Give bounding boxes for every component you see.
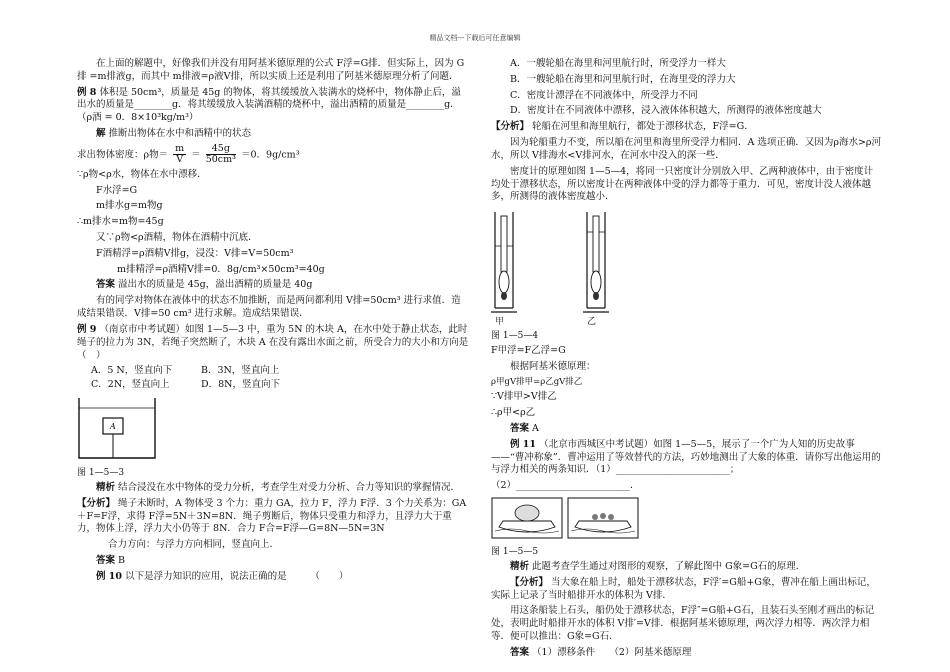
example-9 <box>77 324 469 362</box>
analysis-10-label: 【分析】 <box>491 121 530 133</box>
detail-analysis-9-text: 绳子未断时，A 物体受 3 个力：重力 GA，拉力 F，浮力 F浮．3 个力关系为：GA＋F=F浮，求得 F浮=5N＋3N=8N．绳子剪断后，物体只受重力和浮力，且浮力大于重力，物体上浮，浮力大小仍等于 8N．合力 F合=F浮—G=8N—5N=3N <box>77 497 467 535</box>
density-conclusion: ∴ρ甲<ρ乙 <box>491 407 536 419</box>
example-10 <box>77 571 469 584</box>
answer-10-label: 答案 <box>510 422 530 434</box>
detail-analysis-9 <box>77 498 469 536</box>
fraction-denominator-value: 50cm³ <box>205 154 236 166</box>
example-8-title: 例 8 <box>77 86 97 98</box>
figure-1-5-4-caption: 图 1—5—4 <box>491 331 539 342</box>
figure-label-yi: 乙 <box>587 317 597 328</box>
answer-11-label: 答案 <box>510 646 530 658</box>
analysis-9-label: 精析 <box>96 481 116 493</box>
figure-1-5-4 <box>491 208 881 328</box>
analysis-11-label: 精析 <box>510 561 530 572</box>
example-9-title: 例 9 <box>77 323 97 335</box>
solution-line <box>77 128 469 141</box>
option-d: D．8N，竖直向下 <box>201 379 280 391</box>
option-10-a: A．一艘轮船在海里和河里航行时，所受浮力一样大 <box>510 58 726 69</box>
detail-analysis-9-label: 【分析】 <box>77 497 116 509</box>
option-10-b: B．一艘轮船在海里和河里航行时，在海里受的浮力大 <box>510 73 736 85</box>
derivation-line-6: F酒精浮=ρ酒精V排g，浸没：V排=V=50cm³ <box>96 247 294 259</box>
analysis-9-text: 结合浸没在水中物体的受力分析，考查学生对受力分析、合力等知识的掌握情况． <box>118 481 461 493</box>
fraction-values <box>206 144 236 166</box>
options-9 <box>77 365 469 392</box>
detail-analysis-11 <box>491 577 881 603</box>
example-11 <box>491 439 881 477</box>
container-diagram <box>77 396 157 460</box>
option-b: B．3N，竖直向上 <box>201 365 280 377</box>
answer-8-text: 溢出水的质量是 45g，溢出酒精的质量是 40g <box>118 279 313 291</box>
derivation-line-1: ∵ρ物<ρ水，物体在水中漂移． <box>77 168 207 180</box>
weighing-elephant-illustration <box>491 497 641 539</box>
example-11-text: （北京市西城区中考试题）如图 1—5—5，展示了一个广为人知的历史故事——“曹冲称象”．曹冲运用了等效替代的方法，巧妙地测出了大象的体重．请你写出他运用的与浮力相关的两条知识．（1）________________________； <box>491 438 881 476</box>
block-label: A <box>110 421 116 431</box>
analysis-9 <box>77 482 469 495</box>
solution-text: 推断出物体在水中和酒精中的状态 <box>108 128 252 140</box>
detail-analysis-11-label: 【分析】 <box>510 576 549 588</box>
archimedes-equation: ρ甲gV排甲=ρ乙gV排乙 <box>491 376 583 387</box>
example-8 <box>77 87 469 125</box>
derivation-line-3: m排水g=m物g <box>96 200 163 212</box>
derivation-line-2: F水浮=G <box>96 184 138 196</box>
derivation-line-7: m排精浮=ρ酒精V排=0．8g/cm³×50cm³=40g <box>117 263 325 275</box>
archimedes-intro: 根据阿基米德原理： <box>510 361 596 373</box>
fraction-denominator: V <box>176 154 184 166</box>
example-11-title: 例 11 <box>510 438 537 450</box>
paragraph-stones: 用这条船装上石头，船仍处于漂移状态，F浮″=G船+G石，且装石头至刚才画出的标记处，表明此时船排开水的体积 V排′=V排．根据阿基米德原理，两次浮力相等．两次浮力相等．便可以推出：G象=G石． <box>491 605 875 643</box>
option-10-d: D．密度计在不同液体中漂移，浸入液体体积越大，所测得的液体密度越大 <box>510 105 822 117</box>
hydrometer-diagram <box>491 208 621 318</box>
right-column <box>491 58 881 663</box>
example-10-text: 以下是浮力知识的应用，说法正确的是 （ ） <box>125 570 349 582</box>
equals-sign: ＝ <box>191 149 201 161</box>
analysis-11 <box>491 561 881 574</box>
volume-comparison: ∵V排甲>V排乙 <box>491 391 557 403</box>
left-column <box>77 58 469 587</box>
paragraph-hydrometer: 密度计的原理如图 1—5—4，将同一只密度计分别放入甲、乙两种液体中，由于密度计均处于漂移状态，所以密度计在两种液体中受的浮力都等于重力．可见，密度计没人液体越多，所测得的液体密度越小． <box>491 165 874 203</box>
example-11-blank-2: （2）________________________． <box>491 480 640 492</box>
example-10-title: 例 10 <box>96 570 123 582</box>
figure-1-5-5 <box>491 497 881 544</box>
answer-11 <box>491 647 881 660</box>
derivation-line-4: ∴m排水=m物=45g <box>77 216 164 228</box>
solution-label: 解 <box>96 128 106 140</box>
density-result: ＝0．9g/cm³ <box>240 149 300 161</box>
answer-11-text: （1）漂移条件 （2）阿基米德原理 <box>532 646 692 658</box>
option-10-c: C．密度计漂浮在不同液体中，所受浮力不同 <box>510 89 698 101</box>
option-c: C．2N，竖直向上 <box>91 379 170 391</box>
derivation-line-5: 又∵ρ物<ρ酒精，物体在酒精中沉底． <box>96 232 258 243</box>
figure-1-5-3 <box>77 396 469 465</box>
figure-1-5-3-caption: 图 1—5—3 <box>77 467 125 478</box>
paragraph-note: 有的同学对物体在液体中的状态不加推断，而是两问都利用 V排=50cm³ 进行求值．造成结果错误．V排=50 cm³ 进行求解。造成结果错误． <box>77 295 461 320</box>
analysis-10 <box>491 121 881 134</box>
example-9-text: （南京市中考试题）如图 1—5—3 中，重为 5N 的木块 A，在水中处于静止状态，此时绳子的拉力为 3N，若绳子突然断了，木块 A 在没有露出水面之前，所受合力的大小和方向是（ ） <box>77 323 469 361</box>
analysis-10-text: 轮船在河里和海里航行，都处于漂移状态，F浮=G． <box>532 121 754 133</box>
answer-8 <box>77 279 469 292</box>
option-a: A．5 N，竖直向下 <box>91 365 173 377</box>
paragraph-intro: 在上面的解题中，好像我们并没有用阿基米德原理的公式 F浮=G排．但实际上，因为 G排 =m排液g，而其中 m排液=ρ液V排，所以实质上还是利用了阿基米德原理分析了问题． <box>77 58 465 82</box>
paragraph-ship: 因为轮船重力不变，所以船在河里和海里所受浮力相同．A 选项正确．又因为ρ海水>ρ河水，所以 V排海水<V排河水，在河水中没入的深一些． <box>491 137 882 161</box>
analysis-11-text: 此题考查学生通过对图形的观察，了解此图中 G象=G石的原理． <box>532 561 806 572</box>
page-header: 精品文档---下载后可任意编辑 <box>429 34 521 42</box>
figure-label-jia: 甲 <box>495 317 505 328</box>
example-8-text: 体积是 50cm³，质量是 45g 的物体，将其缓缓放入装满水的烧杯中，物体静止后，溢出水的质量是________g．将其缓缓放入装满酒精的烧杯中，溢出酒精的质量是________g．（ρ酒 = 0．8×10³kg/m³） <box>77 86 461 124</box>
answer-10-text: A <box>532 422 539 434</box>
figure-1-5-5-caption: 图 1—5—5 <box>491 546 539 557</box>
buoyancy-equality: F甲浮=F乙浮=G <box>491 345 566 357</box>
answer-9 <box>77 555 469 568</box>
density-prefix: 求出物体密度：ρ物＝ <box>77 149 169 161</box>
detail-analysis-11-text: 当大象在船上时，船处于漂移状态，F浮′=G船+G象，曹冲在船上画出标记，实际上记录了当时船排开水的体积为 V排． <box>491 576 876 601</box>
density-formula <box>77 144 469 166</box>
answer-10 <box>491 423 881 436</box>
fraction-numerator: m <box>175 142 185 154</box>
answer-8-label: 答案 <box>96 279 116 291</box>
fraction-numerator-value: 45g <box>206 144 236 155</box>
fraction-m-over-v <box>173 144 186 166</box>
answer-9-label: 答案 <box>96 554 116 566</box>
answer-9-text: B <box>118 554 126 566</box>
resultant-direction: 合力方向：与浮力方向相同，竖直向上． <box>108 539 280 551</box>
